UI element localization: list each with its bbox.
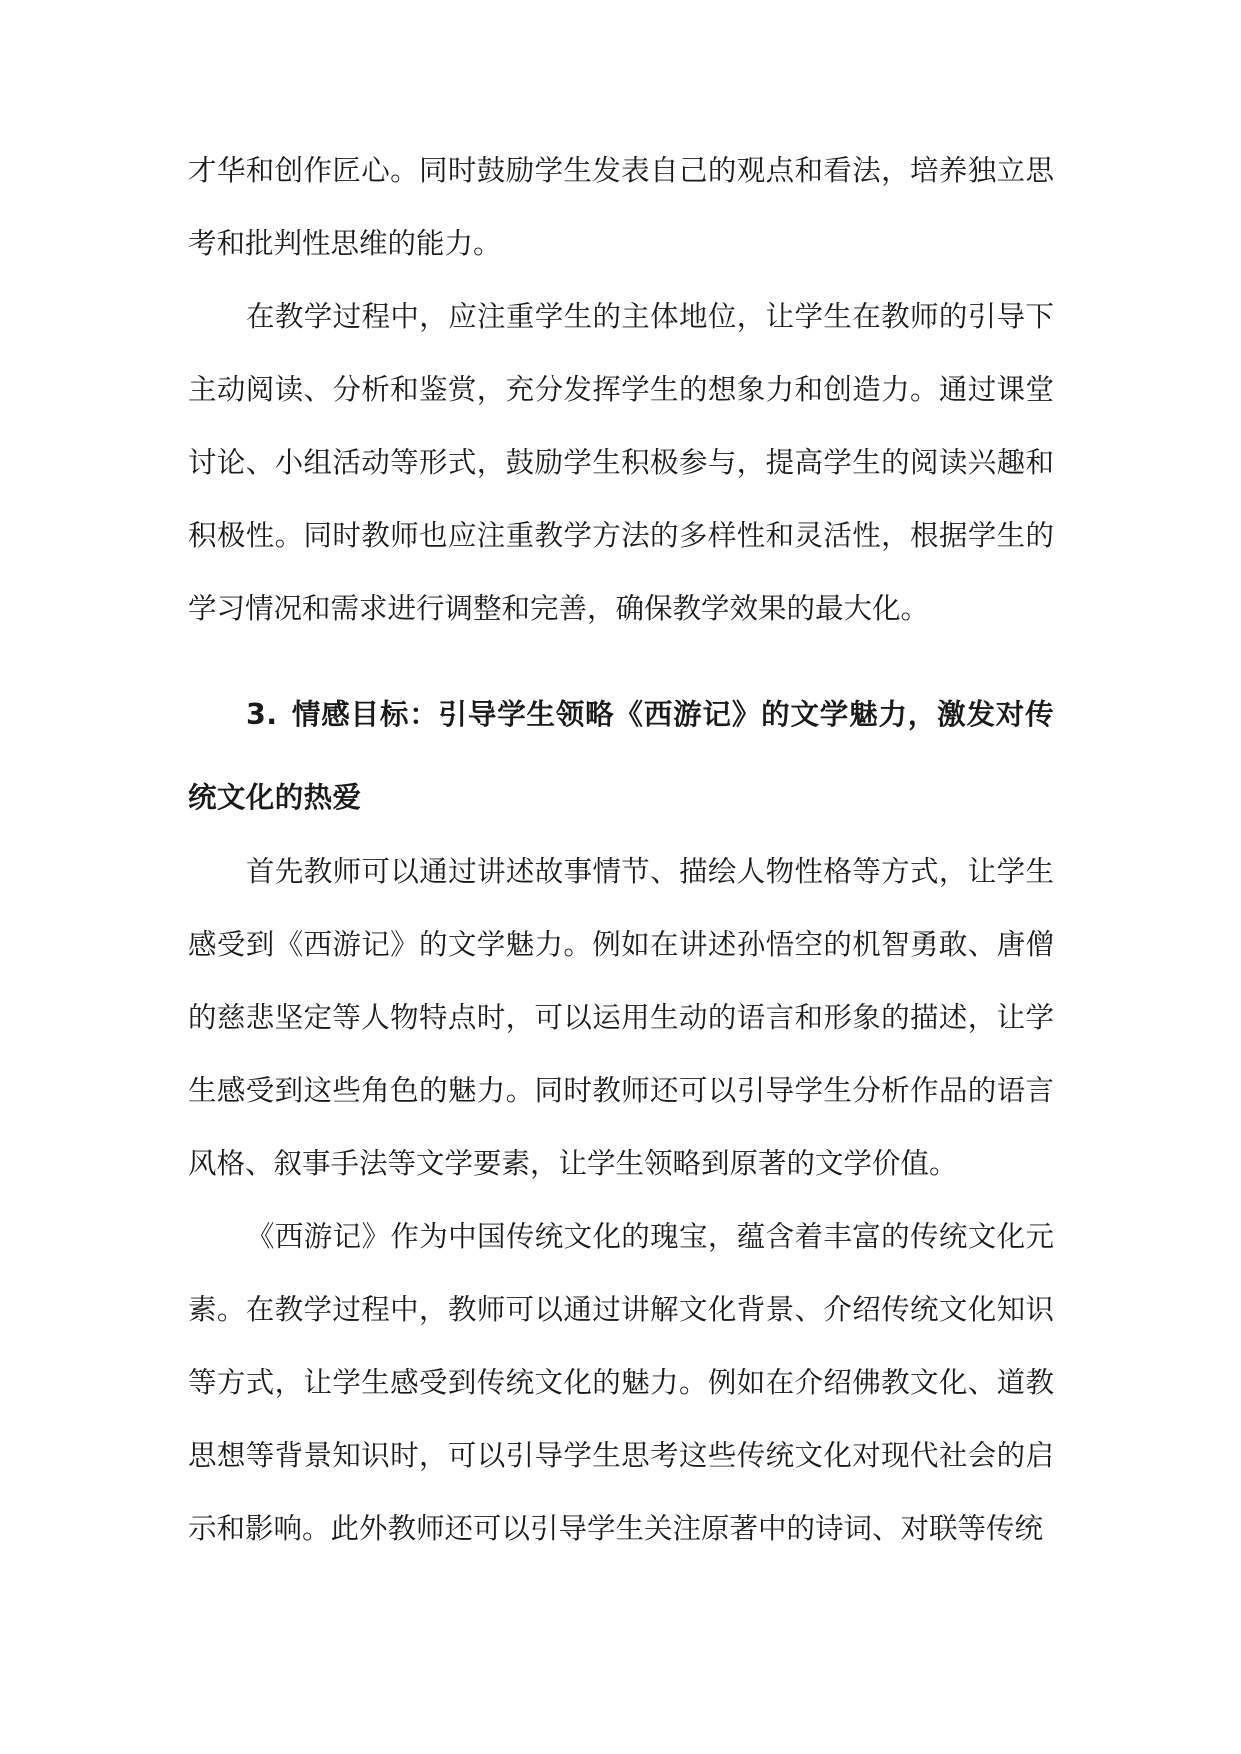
section-heading-number: 3.: [246, 698, 278, 731]
section-heading-text: 情感目标：引导学生领略《西游记》的文学魅力，激发对传统文化的热爱: [188, 698, 1054, 814]
paragraph-traditional-culture: 《西游记》作为中国传统文化的瑰宝，蕴含着丰富的传统文化元素。在教学过程中，教师可以通过讲解文化背景、介绍传统文化知识等方式，让学生感受到传统文化的魅力。例如在介绍佛教文化、道教思想等背景知识时，可以引导学生思考这些传统文化对现代社会的启示和影响。此外教师还可以引导学生关注原著中的诗词、对联等传统: [188, 1220, 1054, 1545]
section-heading: [188, 673, 1054, 839]
document-body: [188, 134, 1054, 1565]
paragraph-continuation: 才华和创作匠心。同时鼓励学生发表自己的观点和看法，培养独立思考和批判性思维的能力。: [188, 154, 1054, 260]
paragraph-literary-charm: 首先教师可以通过讲述故事情节、描绘人物性格等方式，让学生感受到《西游记》的文学魅力。例如在讲述孙悟空的机智勇敢、唐僧的慈悲坚定等人物特点时，可以运用生动的语言和形象的描述，让学生感受到这些角色的魅力。同时教师还可以引导学生分析作品的语言风格、叙事手法等文学要素，让学生领略到原著的文学价值。: [188, 855, 1054, 1180]
paragraph-teaching-process: 在教学过程中，应注重学生的主体地位，让学生在教师的引导下主动阅读、分析和鉴赏，充分发挥学生的想象力和创造力。通过课堂讨论、小组活动等形式，鼓励学生积极参与，提高学生的阅读兴趣和积极性。同时教师也应注重教学方法的多样性和灵活性，根据学生的学习情况和需求进行调整和完善，确保教学效果的最大化。: [188, 300, 1054, 625]
